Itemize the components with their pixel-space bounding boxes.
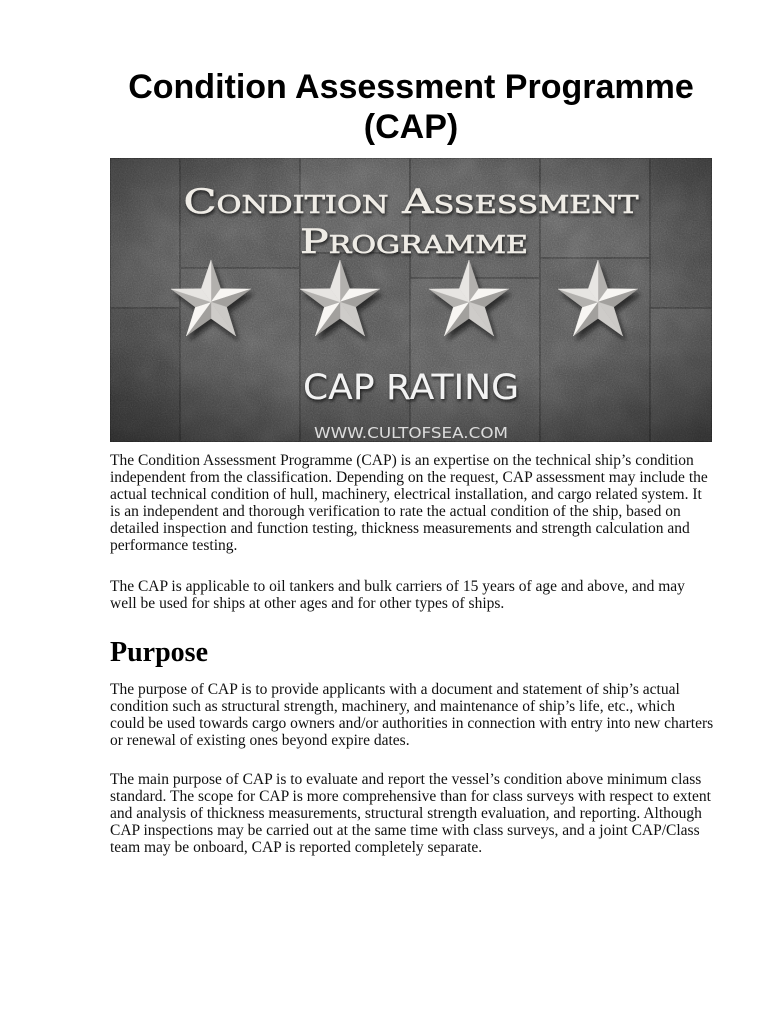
text-line: The purpose of CAP is to provide applicants with a document and statement of ship’s actual (110, 681, 680, 698)
intro-paragraph-1 (110, 452, 712, 554)
text-line: The CAP is applicable to oil tankers and bulk carriers of 15 years of age and above, and may (110, 578, 685, 595)
text-line: independent from the classification. Depending on the request, CAP assessment may include the (110, 469, 708, 486)
text-line: team may be onboard, CAP is reported completely separate. (110, 839, 483, 856)
banner-image (110, 158, 712, 442)
text-line: detailed inspection and function testing, thickness measurements and strength calculation and (110, 520, 690, 537)
purpose-paragraph-1 (110, 681, 712, 749)
text-line: The main purpose of CAP is to evaluate and report the vessel’s condition above minimum class (110, 771, 702, 788)
text-line: could be used towards cargo owners and/or authorities in connection with entry into new charters (110, 715, 714, 732)
banner-title-line-2: Programme (300, 222, 528, 262)
purpose-paragraph-2 (110, 771, 712, 856)
page-title: Condition Assessment Programme (CAP) (128, 68, 694, 146)
text-line: well be used for ships at other ages and for other types of ships. (110, 595, 505, 612)
text-line: or renewal of existing ones beyond expire dates. (110, 732, 410, 749)
text-line: condition such as structural strength, machinery, and maintenance of ship’s life, etc., which (110, 698, 676, 715)
section-heading-purpose: Purpose (110, 637, 208, 668)
intro-paragraph-2 (110, 578, 712, 612)
text-line: performance testing. (110, 537, 238, 554)
text-line: and analysis of thickness measurements, structural strength evaluation, and reporting. Although (110, 805, 702, 822)
text-line: The Condition Assessment Programme (CAP) is an expertise on the technical ship’s condition (110, 452, 694, 469)
rating-label: CAP RATING (303, 368, 519, 408)
banner-title-line-1: Condition Assessment (183, 182, 639, 222)
text-line: CAP inspections may be carried out at the same time with class surveys, and a joint CAP/Class (110, 822, 700, 839)
website-watermark: WWW.CULTOFSEA.COM (314, 424, 508, 442)
text-line: standard. The scope for CAP is more comprehensive than for class surveys with respect to extent (110, 788, 711, 805)
text-line: is an independent and thorough verification to rate the actual condition of the ship, based on (110, 503, 681, 520)
text-line: actual technical condition of hull, machinery, electrical installation, and cargo related system. It (110, 486, 702, 503)
